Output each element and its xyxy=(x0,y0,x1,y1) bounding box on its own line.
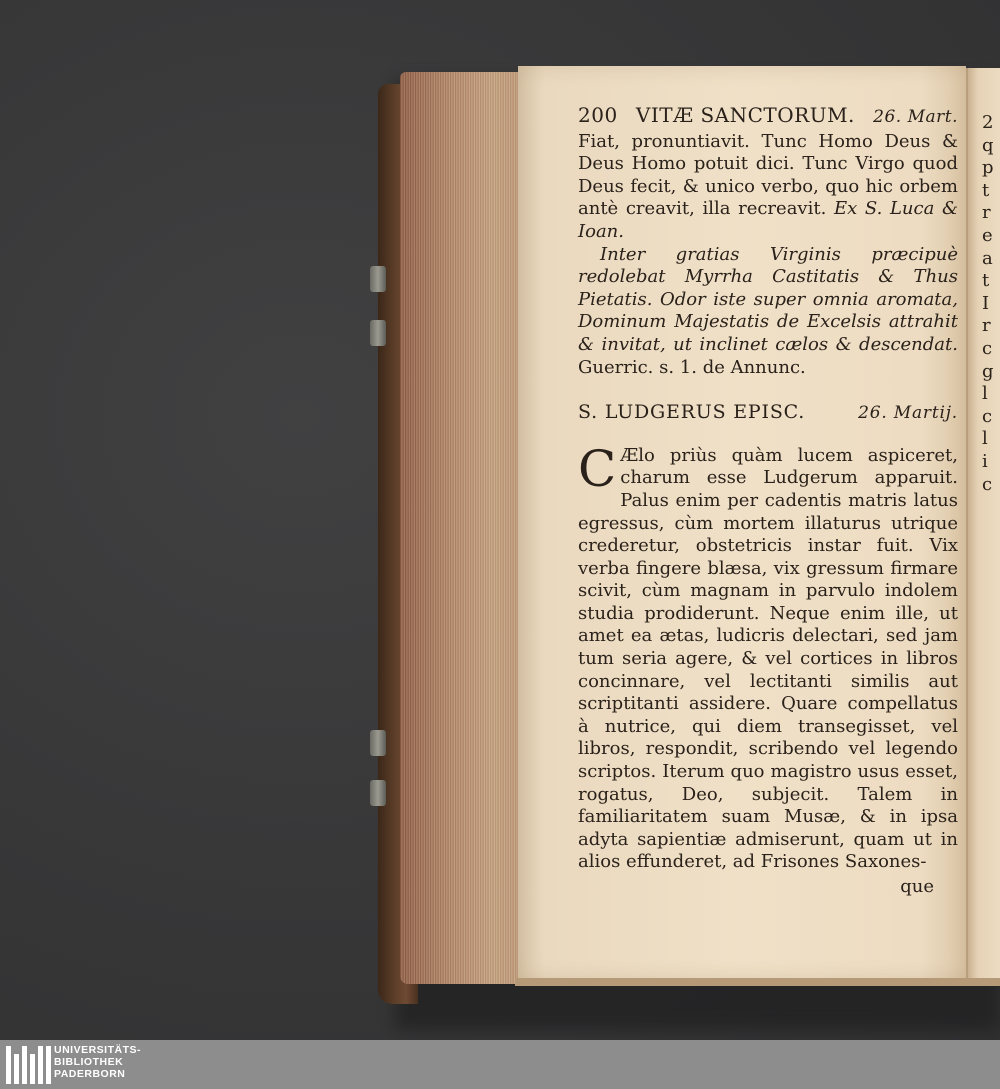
body-text: Ælo priùs quàm lucem aspiceret, charum esse Ludgerum apparuit. Palus enim per cadentis matris latus egressus, cùm mortem illaturus utrique crederetur, obstetricis instar fuit. Vix verba fingere blæsa, vix gressum firmare scivit, cùm magnam in parvulo indolem studia prodiderunt. Neque enim ille, ut amet ea ætas, ludicris delectari, sed jam tum seria agere, & vel cortices in libros concinnare, vel lectitanti similis aut scriptitanti assidere. Quare compellatus à nutrice, qui diem transegisset, vel libros, respondit, scribendo vel legendo scriptos. Iterum quo magistro usus esset, rogatus, Deo, subjecit. Talem in familiaritatem suam Musæ, & in ipsa adyta sapientiæ admiserunt, quam ut in alios effunderet, ad Frisones Saxones- xyxy=(578,444,958,873)
running-head-title: VITÆ SANCTORUM. xyxy=(635,103,855,127)
running-head xyxy=(578,104,958,129)
drop-cap: C xyxy=(578,439,617,498)
facing-page-letter: q xyxy=(982,134,994,156)
facing-page-letter: r xyxy=(982,315,991,337)
page-text-block xyxy=(578,104,958,899)
clasp-upper xyxy=(370,320,386,346)
facing-page-letter: l xyxy=(982,383,988,405)
facing-page-letter: i xyxy=(982,450,988,472)
clasp-lower xyxy=(370,730,386,756)
catchword: que xyxy=(900,876,934,897)
facing-page-letter: c xyxy=(982,337,993,359)
facing-page-letter: t xyxy=(982,179,990,201)
paragraph-2 xyxy=(578,244,958,380)
clasp-bottom xyxy=(370,780,386,806)
facing-page-letter: e xyxy=(982,224,993,246)
facing-page-letter: t xyxy=(982,270,990,292)
facing-page-letter: l xyxy=(982,428,988,450)
paragraph-2-source: Guerric. s. 1. de Annunc. xyxy=(578,356,806,378)
section-heading xyxy=(578,401,958,425)
logo-line-2: BIBLIOTHEK xyxy=(54,1056,124,1068)
paragraph-1 xyxy=(578,131,958,244)
section-heading-title: S. LUDGERUS EPISC. xyxy=(578,401,806,424)
facing-page-letter: g xyxy=(982,360,994,382)
running-head-number: 200 xyxy=(578,103,618,127)
facing-page-letter: p xyxy=(982,157,994,179)
facing-page-letter: r xyxy=(982,202,991,224)
section-heading-date: 26. Martij. xyxy=(858,403,958,424)
page-bottom-edge xyxy=(515,978,1000,986)
clasp-top xyxy=(370,266,386,292)
page-edges xyxy=(400,72,522,984)
library-logo-text xyxy=(54,1044,141,1080)
facing-page-letters xyxy=(982,112,1000,496)
running-head-date: 26. Mart. xyxy=(873,107,958,127)
facing-page-letter: c xyxy=(982,405,993,427)
logo-line-3: PADERBORN xyxy=(54,1068,126,1080)
paragraph-1-text: Fiat, pronuntiavit. Tunc Homo Deus & Deus Homo potuit dici. Tunc Virgo quod Deus fecit, & unico verbo, quo hic orbem antè creavit, illa recreavit. xyxy=(578,130,958,220)
body-paragraph xyxy=(578,439,958,874)
facing-page-letter: I xyxy=(982,292,990,314)
paragraph-2-text: Inter gratias Virginis præcipuè redolebat Myrrha Castitatis & Thus Pietatis. Odor iste super omnia aromata, Dominum Majestatis de Excelsis attrahit & invitat, ut inclinet cælos & descendat. xyxy=(578,243,958,355)
logo-line-1: UNIVERSITÄTS- xyxy=(54,1044,142,1056)
paragraph-1-source: Ex S. Luca & Ioan. xyxy=(578,198,958,242)
facing-page-letter: 2 xyxy=(982,112,994,133)
library-logo-icon xyxy=(6,1046,51,1084)
facing-page-letter: a xyxy=(982,247,993,269)
facing-page-letter: c xyxy=(982,473,993,495)
footer-bar xyxy=(0,1040,1000,1089)
